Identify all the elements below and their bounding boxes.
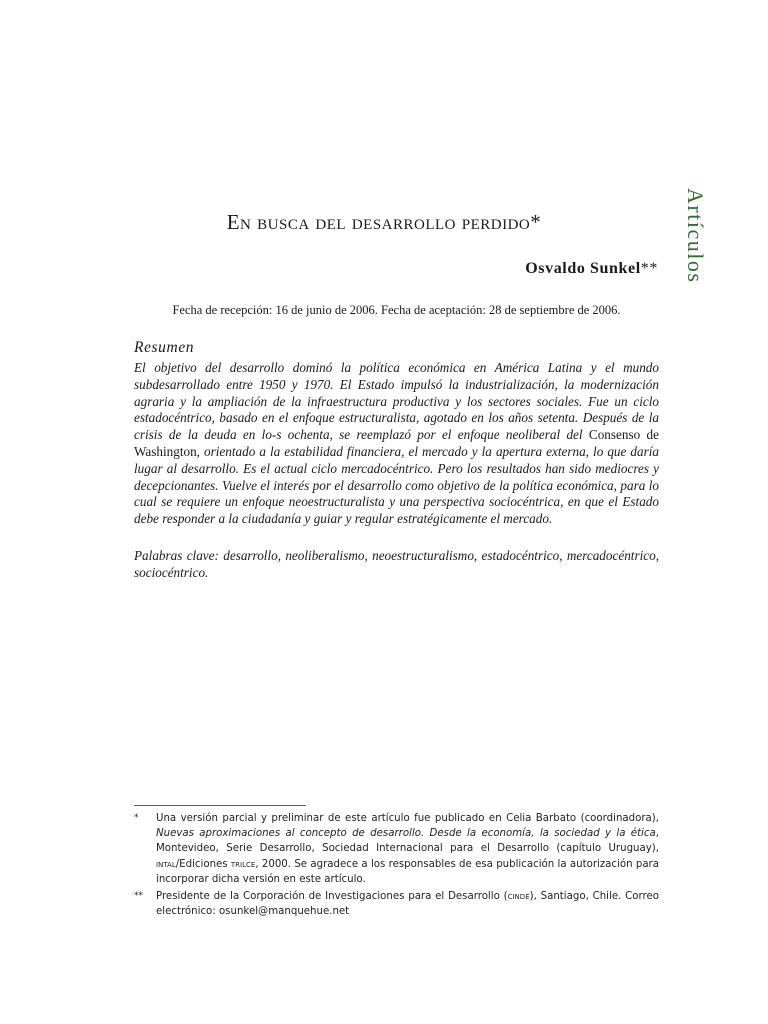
reception-dates: Fecha de recepción: 16 de junio de 2006. Fecha de aceptación: 28 de septiembre de 2006. (172, 303, 621, 317)
footnote-1-text-e: /Ediciones (175, 858, 231, 870)
footnotes (134, 811, 659, 921)
author-name-text: Osvaldo Sunkel (525, 260, 641, 277)
footnote-1 (134, 811, 659, 887)
article-title (0, 210, 768, 235)
section-label (658, 180, 730, 340)
footnote-1-text-a: Una versión parcial y preliminar de este artículo fue publicado en Celia Barbato (coordinadora), (156, 813, 659, 824)
footnote-1-mark: * (134, 813, 139, 823)
footnote-2-text-a: Presidente de la Corporación de Investigaciones para el Desarrollo ( (156, 891, 508, 903)
abstract-part-1: El objetivo del desarrollo dominó la política económica en América Latina y el mundo subdesarrollado entre 1950 y 1970. El Estado impulsó la industrialización, la modernización agraria y la ampliación de la infraestructura productiva y los sectores sociales. Fue un ciclo estadocéntrico, basado en el enfoque estructuralista, agotado en los años setenta. Después de la crisis de la deuda en lo-s ochenta, se reemplazó por el enfoque neoliberal del (134, 360, 659, 443)
abstract-heading: Resumen (134, 339, 195, 356)
footnote-2 (134, 889, 659, 919)
footnote-2-mark: ** (134, 891, 143, 902)
author-name (525, 260, 658, 278)
abstract-part-2: Consenso de Washington (134, 427, 659, 459)
footnote-2-cinde: cinde (507, 891, 530, 903)
footnote-divider (134, 805, 306, 806)
abstract-body (134, 360, 659, 528)
footnote-2-text-c: ), Santiago, Chile. Correo electrónico: osunkel@manquehue.net (156, 891, 659, 918)
article-title-text: En busca del desarrollo perdido (226, 210, 531, 234)
author-footnote-mark: ** (640, 260, 658, 277)
footnote-1-book-title: Nuevas aproximaciones al concepto de desarrollo. Desde la economía, la sociedad y la ética (156, 828, 656, 840)
keywords: Palabras clave: desarrollo, neoliberalismo, neoestructuralismo, estadocéntrico, mercadocéntrico, sociocéntrico. (134, 548, 659, 580)
footnote-1-intal: intal (156, 858, 176, 870)
section-label-text: Artículos (683, 188, 708, 284)
abstract-part-3: , orientado a la estabilidad financiera, el mercado y la apertura externa, lo que daría lugar al desarrollo. Es el actual ciclo mercadocéntrico. Pero los resultados han sido mediocres y decepcionantes. Vuelve el interés por el desarrollo como objetivo de la política económica, para lo cual se requiere un enfoque neoestructuralista y una perspectiva sociocéntrica, en que el Estado debe responder a la ciudadanía y guiar y regular estratégicamente el mercado. (134, 443, 659, 527)
title-footnote-mark: * (530, 210, 542, 234)
section-label-graphic (658, 180, 730, 340)
footnote-1-text-g: , 2000. Se agradece a los responsables de esa publicación la autorización para incorporar dicha versión en este artículo. (156, 858, 659, 885)
footnote-1-trilce: trilce (230, 858, 256, 870)
footnote-1-text-c: , Montevideo, Serie Desarrollo, Sociedad Internacional para el Desarrollo (capítulo Uruguay), (156, 828, 659, 855)
